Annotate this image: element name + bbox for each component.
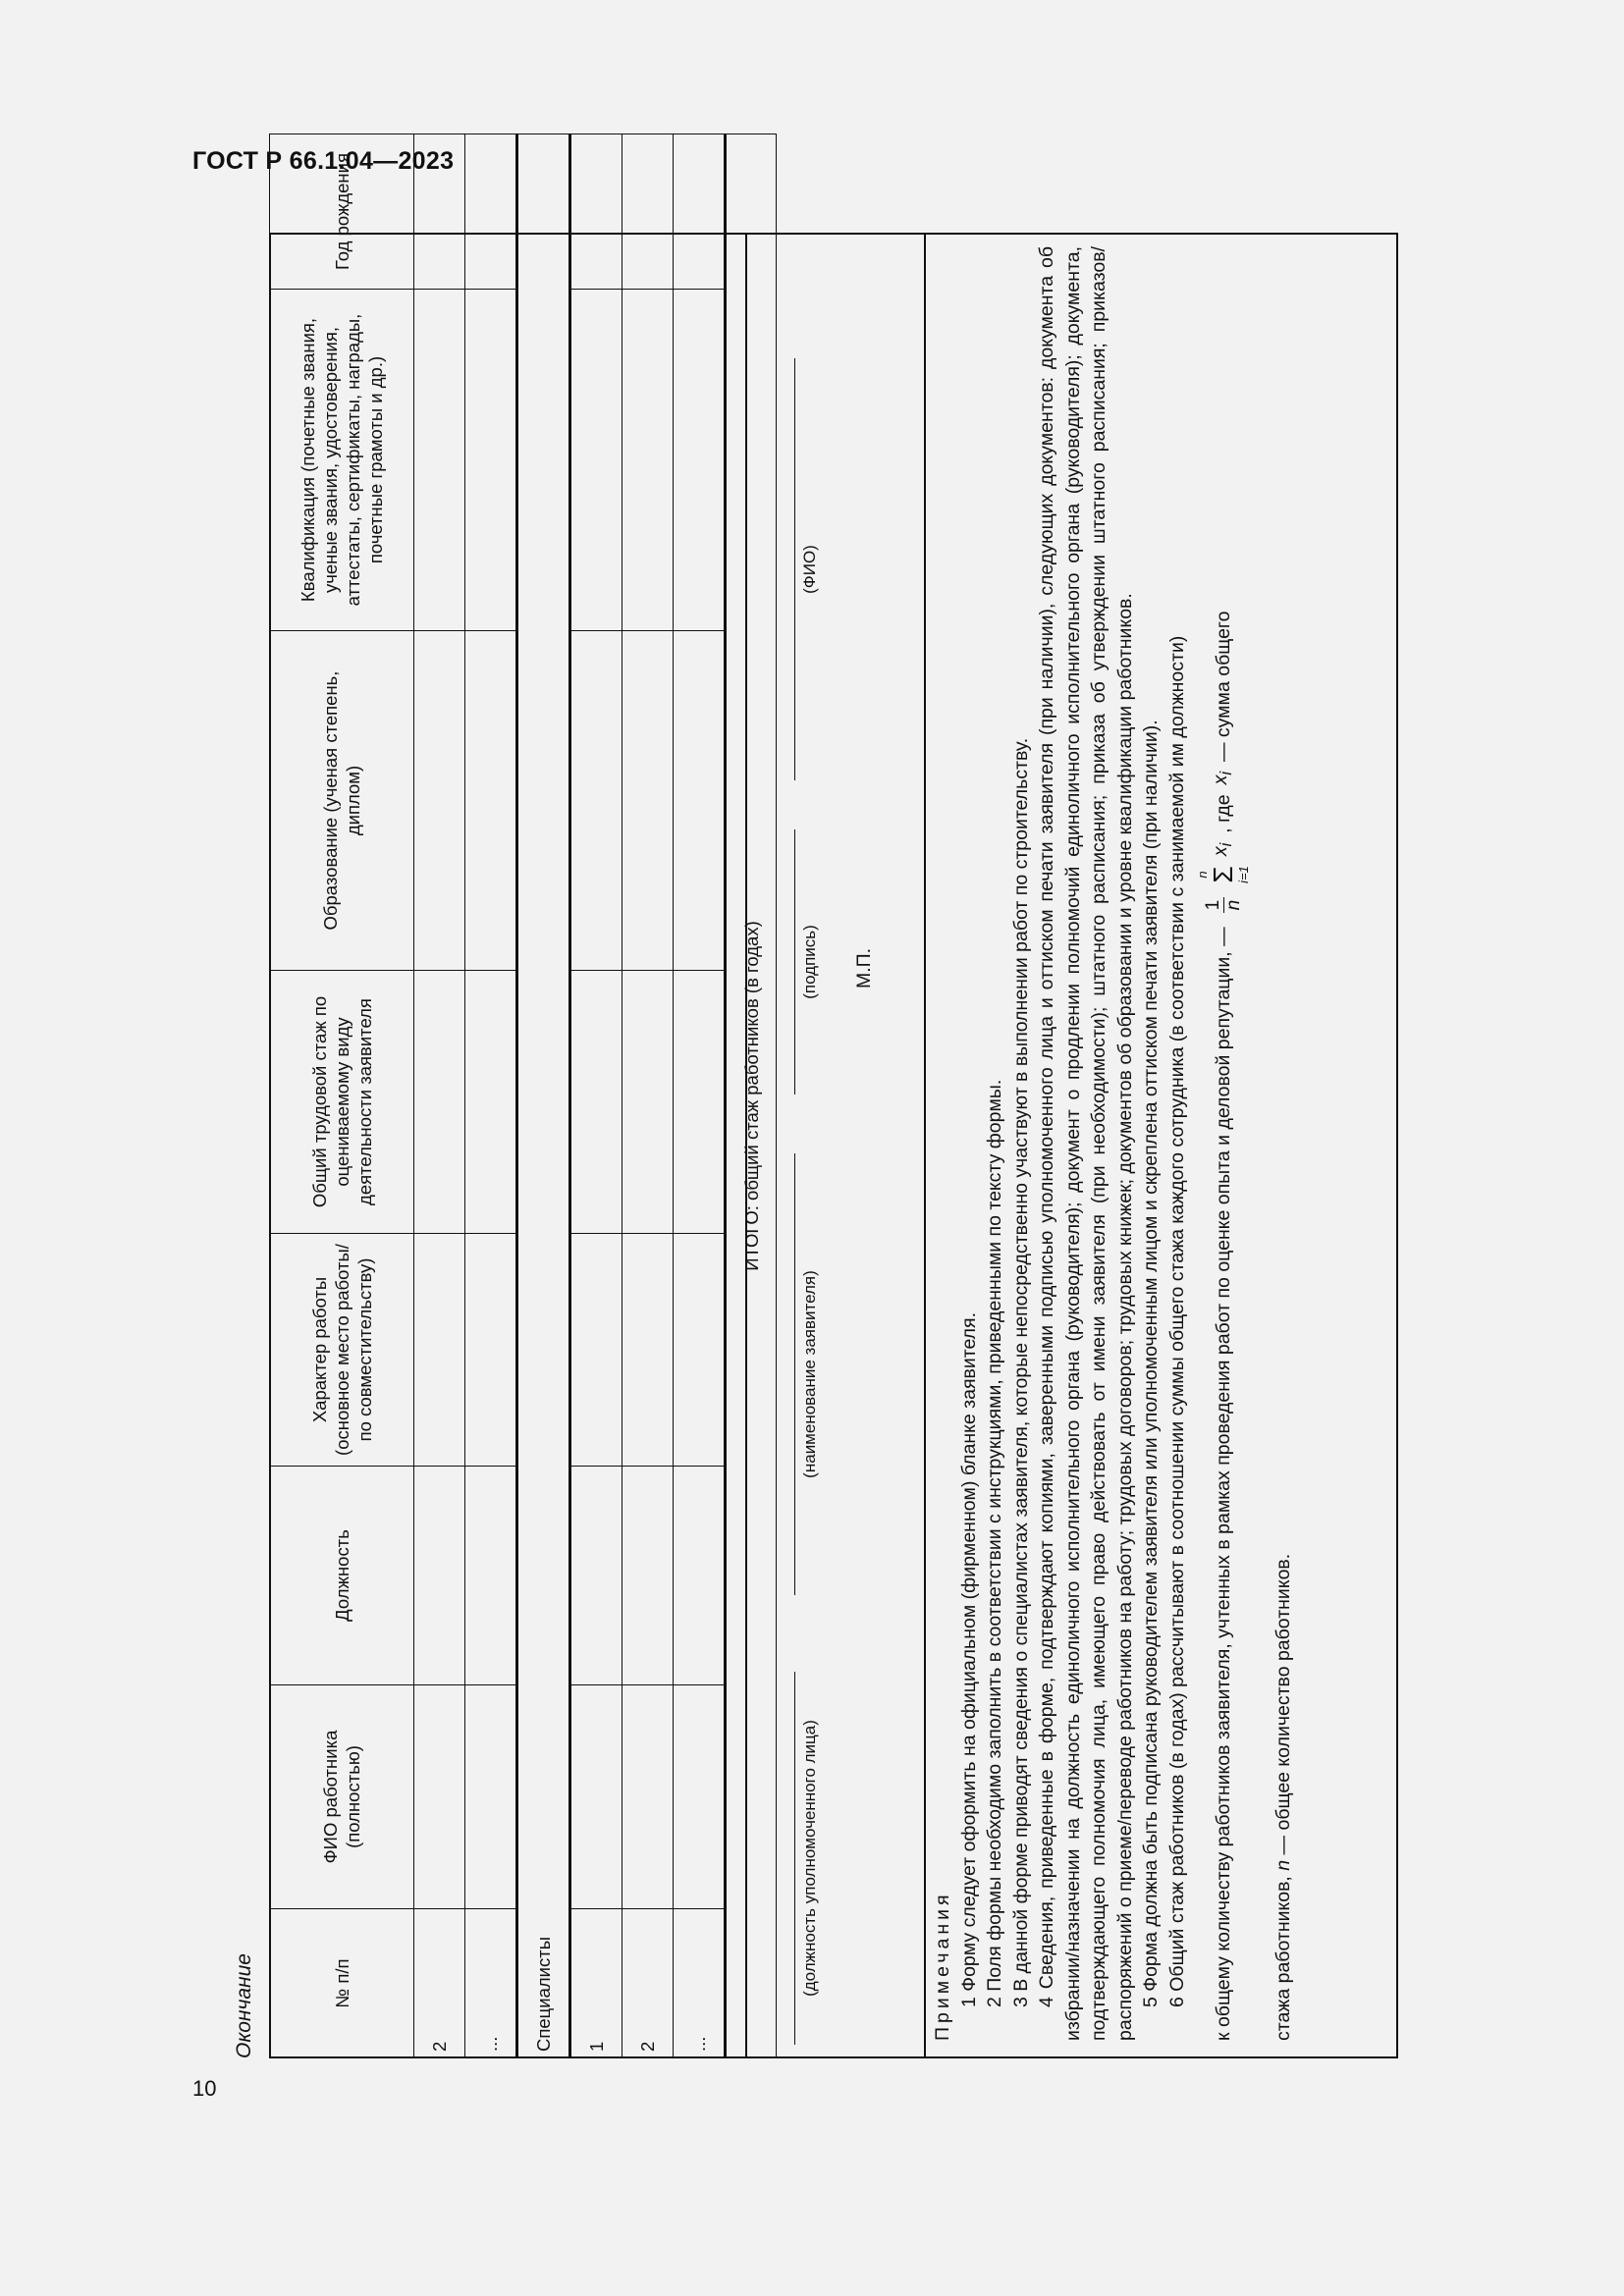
final-line: стажа работников, n — общее количество работников. <box>1272 1553 1294 2041</box>
col-header-qualification: Квалификация (почетные звания, ученые звания, удостоверения, аттестаты, сертификаты, награды, почетные грамоты и др.) <box>270 290 414 631</box>
table-cell[interactable] <box>674 971 726 1234</box>
table-cell[interactable] <box>623 971 674 1234</box>
fraction-denominator: n <box>1222 899 1244 911</box>
formula-line <box>1196 246 1251 2041</box>
table-cell[interactable] <box>623 1685 674 1909</box>
signature-caption: (подпись) <box>800 925 819 999</box>
col-header-name: ФИО работника (полностью) <box>270 1685 414 1909</box>
sum-symbol-icon: n Σ i=1 <box>1195 866 1251 883</box>
note-item: 1 Форму следует оформить на официальном (фирменном) бланке заявителя. <box>957 1311 980 2007</box>
signature-line[interactable] <box>794 829 795 1095</box>
sum-upper-limit: n <box>1195 871 1210 879</box>
table-cell[interactable] <box>465 631 517 971</box>
applicant-signature-line[interactable] <box>794 1153 795 1595</box>
row-number: ... <box>465 1909 517 2058</box>
formula-prefix: к общему количеству работников заявителя, учтенных в рамках проведения работ по оценке опыта и деловой репутации, — <box>1212 927 1234 2041</box>
signature-block <box>745 235 926 2056</box>
table-cell[interactable] <box>674 1685 726 1909</box>
formula-fraction <box>1204 897 1244 914</box>
position-caption: (должность уполномоченного лица) <box>800 1720 819 1997</box>
col-header-birth-year: Год рождения <box>270 134 414 290</box>
table-cell[interactable] <box>465 134 517 290</box>
total-label: ИТОГО: общий стаж работников (в годах) <box>726 134 777 2058</box>
formula-variable-2: $x_i$ <box>1209 772 1235 785</box>
table-cell[interactable] <box>414 631 465 971</box>
table-cell[interactable] <box>570 631 623 971</box>
col-header-position: Должность <box>270 1467 414 1685</box>
table-cell[interactable] <box>623 631 674 971</box>
formula-suffix-b: — сумма общего <box>1212 611 1234 763</box>
row-number: ... <box>674 1909 726 2058</box>
staff-table <box>269 133 777 2058</box>
table-cell[interactable] <box>623 1234 674 1467</box>
table-cell[interactable] <box>414 134 465 290</box>
table-cell[interactable] <box>414 290 465 631</box>
section-label: Специалисты <box>517 134 570 2058</box>
name-caption: (ФИО) <box>800 545 819 594</box>
table-cell[interactable] <box>465 1685 517 1909</box>
col-header-number: № п/п <box>270 1909 414 2058</box>
table-row <box>623 134 674 2058</box>
table-cell[interactable] <box>570 1234 623 1467</box>
table-row <box>414 134 465 2058</box>
row-number: 1 <box>570 1909 623 2058</box>
table-header-row <box>270 134 414 2058</box>
table-cell[interactable] <box>623 134 674 290</box>
table-cell[interactable] <box>674 1467 726 1685</box>
table-cell[interactable] <box>465 1234 517 1467</box>
table-cell[interactable] <box>570 290 623 631</box>
table-row <box>674 134 726 2058</box>
col-header-education: Образование (ученая степень, диплом) <box>270 631 414 971</box>
note-item: 2 Поля формы необходимо заполнить в соответствии с инструкциями, приведенными по тексту формы. <box>984 1079 1005 2007</box>
table-cell[interactable] <box>465 1467 517 1685</box>
row-number: 2 <box>414 1909 465 2058</box>
note-item: 5 Форма должна быть подписана руководителем заявителя или уполномоченным лицом и скреплена оттиском печати заявителя (при наличии). <box>1140 720 1162 2007</box>
table-cell[interactable] <box>674 631 726 971</box>
table-cell[interactable] <box>414 1685 465 1909</box>
table-cell[interactable] <box>623 1467 674 1685</box>
col-header-work-type: Характер работы (основное место работы/по совместительству) <box>270 1234 414 1467</box>
applicant-caption: (наименование заявителя) <box>800 1270 819 1478</box>
note-item: 6 Общий стаж работников (в годах) рассчитывают в соотношении суммы общего стажа каждого сотрудника (в соответствии с занимаемой им должности) <box>1165 635 1188 2007</box>
name-signature-line[interactable] <box>794 358 795 780</box>
table-row <box>570 134 623 2058</box>
table-cell[interactable] <box>465 290 517 631</box>
formula-suffix-a: , где <box>1212 794 1234 833</box>
row-number: 2 <box>623 1909 674 2058</box>
document-code: ГОСТ Р 66.1.04—2023 <box>192 147 455 175</box>
notes-section <box>924 235 1297 2056</box>
table-cell[interactable] <box>465 971 517 1234</box>
note-item: 4 Сведения, приведенные в форме, подтверждают копиями, заверенными подписью уполномоченного лица и оттиском печати заявителя (при наличии), следующих документов: документа об избрании/назначении на должность единоличного исполнительного органа (руководителя); документ о продлении полномочий единоличного исполнительного органа (руководителя); документа, подтверждающего полномочия лица, имеющего право действовать от имени заявителя (при необходимости); штатного расписания; приказа об утверждении штатного расписания; приказов/распоряжений о приеме/переводе работников на работу; трудовых договоров; трудовых книжек; документов об образовании и уровне квалификации работников. <box>1036 246 1136 2041</box>
col-header-experience: Общий трудовой стаж по оцениваемому виду деятельности заявителя <box>270 971 414 1234</box>
table-row <box>465 134 517 2058</box>
table-cell[interactable] <box>570 134 623 290</box>
page-number: 10 <box>192 2076 217 2101</box>
section-row-specialists <box>517 134 570 2058</box>
position-signature-line[interactable] <box>794 1672 795 2045</box>
table-cell[interactable] <box>570 1467 623 1685</box>
table-cell[interactable] <box>674 1234 726 1467</box>
table-cell[interactable] <box>414 1467 465 1685</box>
note-item: 3 В данной форме приводят сведения о специалистах заявителя, которые непосредственно участвуют в выполнении работ по строительству. <box>1009 737 1032 2007</box>
fraction-numerator: 1 <box>1204 897 1224 914</box>
table-cell[interactable] <box>414 1234 465 1467</box>
sum-lower-limit: i=1 <box>1236 866 1251 883</box>
table-cell[interactable] <box>570 1685 623 1909</box>
table-cell[interactable] <box>674 134 726 290</box>
formula-variable: $x_i$ <box>1209 842 1235 857</box>
table-cell[interactable] <box>414 971 465 1234</box>
stamp-placeholder: М.П. <box>853 947 875 988</box>
table-cell[interactable] <box>623 290 674 631</box>
notes-title: Примечания <box>932 1891 953 2041</box>
table-cell[interactable] <box>674 290 726 631</box>
table-cell[interactable] <box>570 971 623 1234</box>
continuation-label: Окончание <box>233 1953 255 2058</box>
